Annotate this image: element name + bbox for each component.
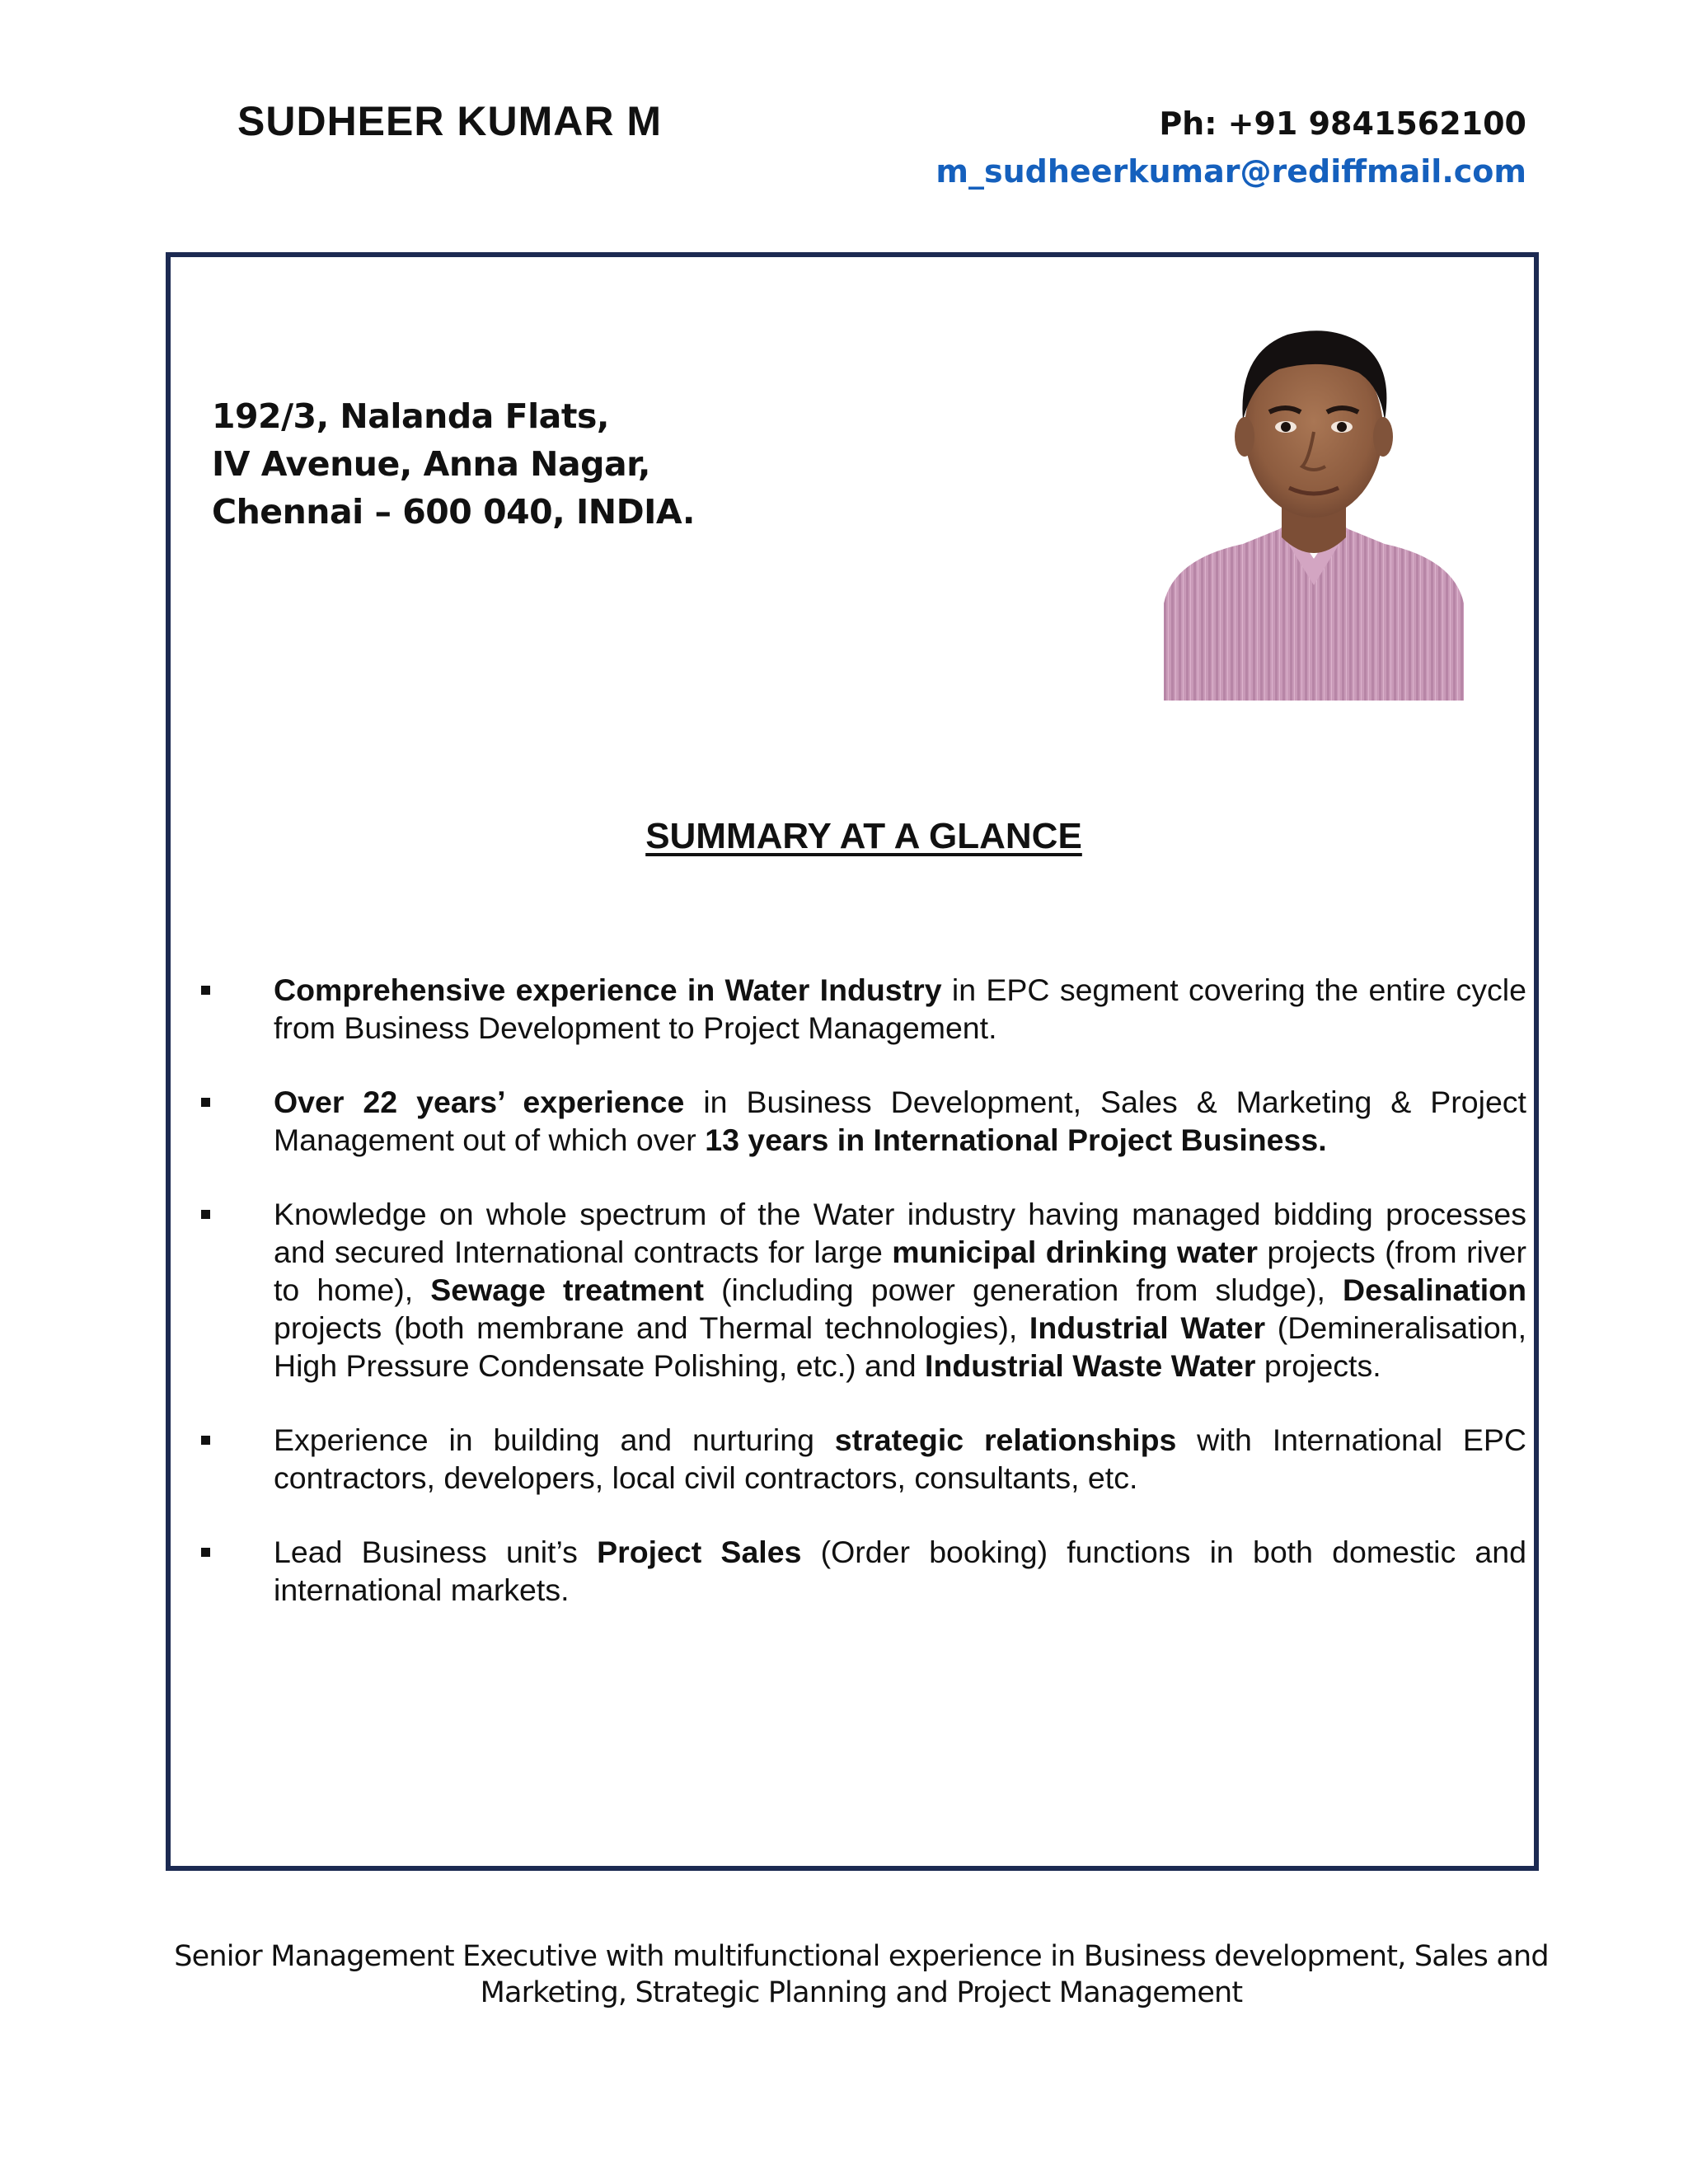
body-text: Knowledge on whole spectrum of the Water industry having managed bidding processes and secured International contracts for large [274,1197,1526,1269]
square-bullet-icon [201,1098,210,1107]
summary-item [198,1195,1526,1385]
body-text: (Demineralisation, High Pressure Condensate Polishing, etc.) and [274,1310,1527,1383]
highlight-text: Project Sales [597,1535,802,1569]
body-text: with International EPC contractors, developers, local civil contractors, consultants, etc. [274,1422,1527,1495]
summary-item-text [274,1197,1526,1383]
summary-item [198,1533,1526,1609]
body-text: Lead Business unit’s [274,1535,598,1569]
body-text: (including power generation from sludge), [703,1272,1343,1307]
highlight-text: strategic relationships [834,1422,1177,1457]
phone-number: Ph: +91 9841562100 [1159,105,1526,142]
body-text: in Business Development, Sales & Marketing & Project Management out of which over [274,1085,1526,1157]
body-text: (Order booking) functions in both domestic and international markets. [274,1535,1526,1607]
highlight-text: Over 22 years’ experience [274,1085,685,1119]
body-text: projects. [1255,1348,1381,1383]
highlight-text: Industrial Water [1029,1310,1266,1345]
highlight-text: Industrial Waste Water [925,1348,1256,1383]
highlight-text: municipal drinking water [892,1235,1258,1269]
candidate-name: SUDHEER KUMAR M [237,98,662,144]
summary-item-text [274,1535,1526,1607]
profile-tagline [165,1938,1558,2011]
email-link[interactable]: m_sudheerkumar@rediffmail.com [935,153,1526,190]
summary-item [198,1421,1526,1497]
summary-item-text [274,1085,1526,1157]
body-text: in EPC segment covering the entire cycle from Business Development to Project Management. [274,972,1526,1045]
square-bullet-icon [201,986,210,995]
summary-heading: SUMMARY AT A GLANCE [645,816,1082,856]
profile-photo [1164,297,1464,701]
address-line-1: 192/3, Nalanda Flats, [212,396,609,436]
square-bullet-icon [201,1436,210,1445]
address-line-2: IV Avenue, Anna Nagar, [212,444,650,484]
summary-item [198,971,1526,1047]
body-text: projects (from river to home), [274,1235,1526,1307]
square-bullet-icon [201,1210,210,1219]
tagline-line-1: Senior Management Executive with multifunctional experience in Business development, Sales and [174,1940,1549,1973]
address-line-3: Chennai – 600 040, INDIA. [212,492,695,532]
highlight-text: 13 years in International Project Business. [705,1122,1327,1157]
summary-item-text [274,1422,1526,1495]
body-text: Experience in building and nurturing [274,1422,835,1457]
tagline-line-2: Marketing, Strategic Planning and Project Management [480,1976,1243,2009]
summary-item-text [274,972,1526,1045]
highlight-text: Sewage treatment [430,1272,704,1307]
postal-address [212,392,695,536]
summary-item [198,1083,1526,1159]
highlight-text: Desalination [1343,1272,1526,1307]
square-bullet-icon [201,1548,210,1557]
body-text: projects (both membrane and Thermal technologies), [274,1310,1029,1345]
summary-list [198,971,1526,1645]
highlight-text: Comprehensive experience in Water Industry [274,972,942,1007]
